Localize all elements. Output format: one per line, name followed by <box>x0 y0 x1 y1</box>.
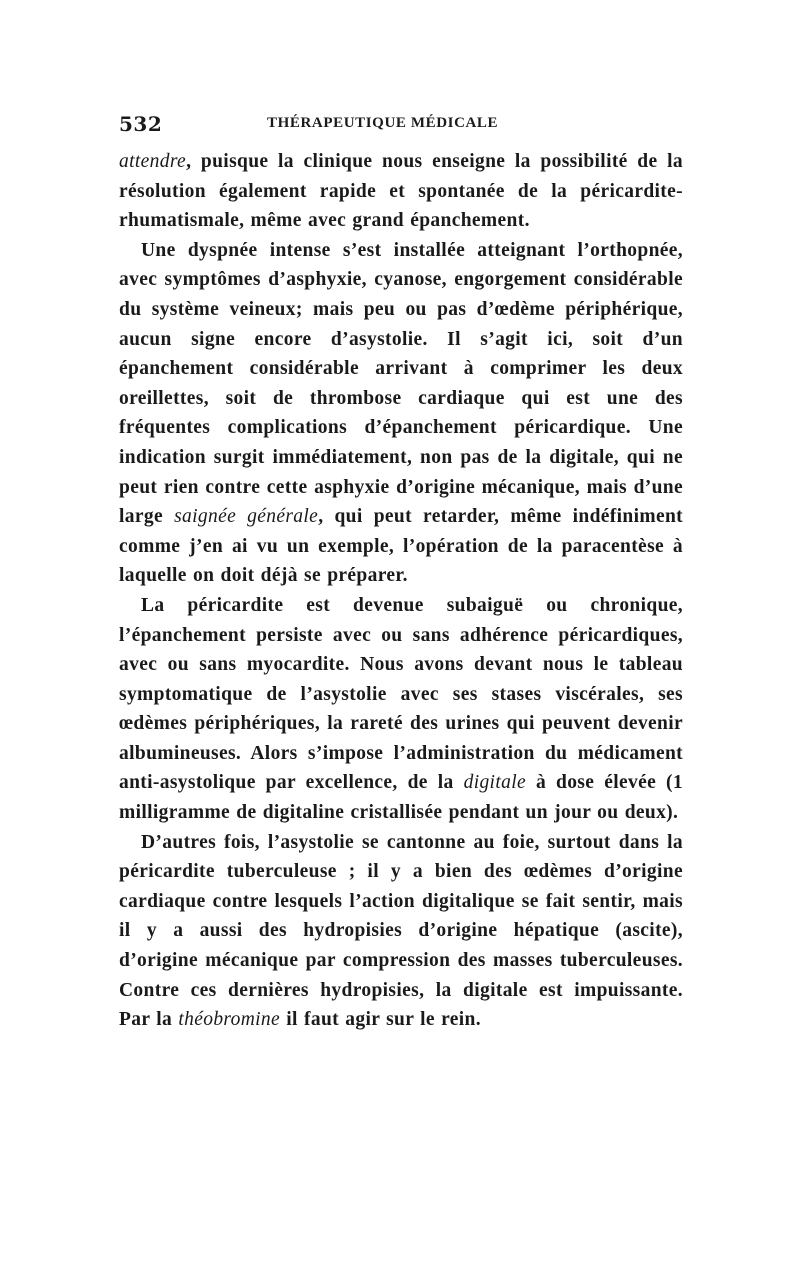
paragraph-4-text-a: D’autres fois, l’asystolie se cantonne au foie, surtout dans la péricardite tuberculeuse ; il y a bien des œdèmes d’origine cardiaque contre lesquels l’action digitalique se fait sentir, mais il y a aussi des hydropisies d’origine hépatique (ascite), d’origine mécanique par compression des masses tuberculeuses. Contre ces dernières hydropisies, la digitale est impuissante. Par la <box>119 831 683 1031</box>
running-title: THÉRAPEUTIQUE MÉDICALE <box>267 115 499 131</box>
paragraph-4 <box>119 828 683 1035</box>
italic-term-digitale: digitale <box>463 772 526 794</box>
italic-term-theobromine: théobromine <box>178 1009 281 1031</box>
paragraph-4-text-b: il faut agir sur le rein. <box>280 1009 481 1031</box>
running-head <box>119 112 683 142</box>
paragraph-2-text-a: Une dyspnée intense s’est installée atteignant l’orthopnée, avec symptômes d’asphyxie, cyanose, engorgement considérable du système veineux; mais peu ou pas d’œdème périphérique, aucun signe encore d’asystolie. Il s’agit ici, soit d’un épanchement considérable arrivant à comprimer les deux oreillettes, soit de thrombose cardiaque qui est une des fréquentes complications d’épanchement péricardique. Une indication surgit immédiatement, non pas de la digitale, qui ne peut rien contre cette asphyxie d’origine mécanique, mais d’une large <box>119 239 683 528</box>
paragraph-3-text-a: La péricardite est devenue subaiguë ou chronique, l’épanchement persiste avec ou sans adhérence péricardiques, avec ou sans myocardite. Nous avons devant nous le tableau symptomatique de l’asystolie avec ses stases viscérales, ses œdèmes périphériques, la rareté des urines qui peuvent devenir albumineuses. Alors s’impose l’administration du médicament anti-asystolique par excellence, de la <box>119 594 683 794</box>
italic-term-attendre: attendre <box>119 151 187 172</box>
italic-term-saignee-generale: saignée générale <box>174 506 319 528</box>
paragraph-3 <box>119 591 683 828</box>
paragraph-1-text: , puisque la clinique nous enseigne la possibilité de la résolution également rapide et spontanée de la péricardite-rhumatismale, même avec grand épanchement. <box>119 151 683 232</box>
page-number: 532 <box>119 112 163 136</box>
body-text <box>119 147 683 1035</box>
paragraph-1 <box>119 147 683 236</box>
book-page <box>119 112 683 1035</box>
paragraph-2 <box>119 236 683 591</box>
paragraph-3-text-b: à dose élevée (1 milligramme de digitaline cristallisée pendant un jour ou deux). <box>119 772 683 824</box>
paragraph-2-text-b: , qui peut retarder, même indéfiniment comme j’en ai vu un exemple, l’opération de la paracentèse à laquelle on doit déjà se préparer. <box>119 506 684 587</box>
